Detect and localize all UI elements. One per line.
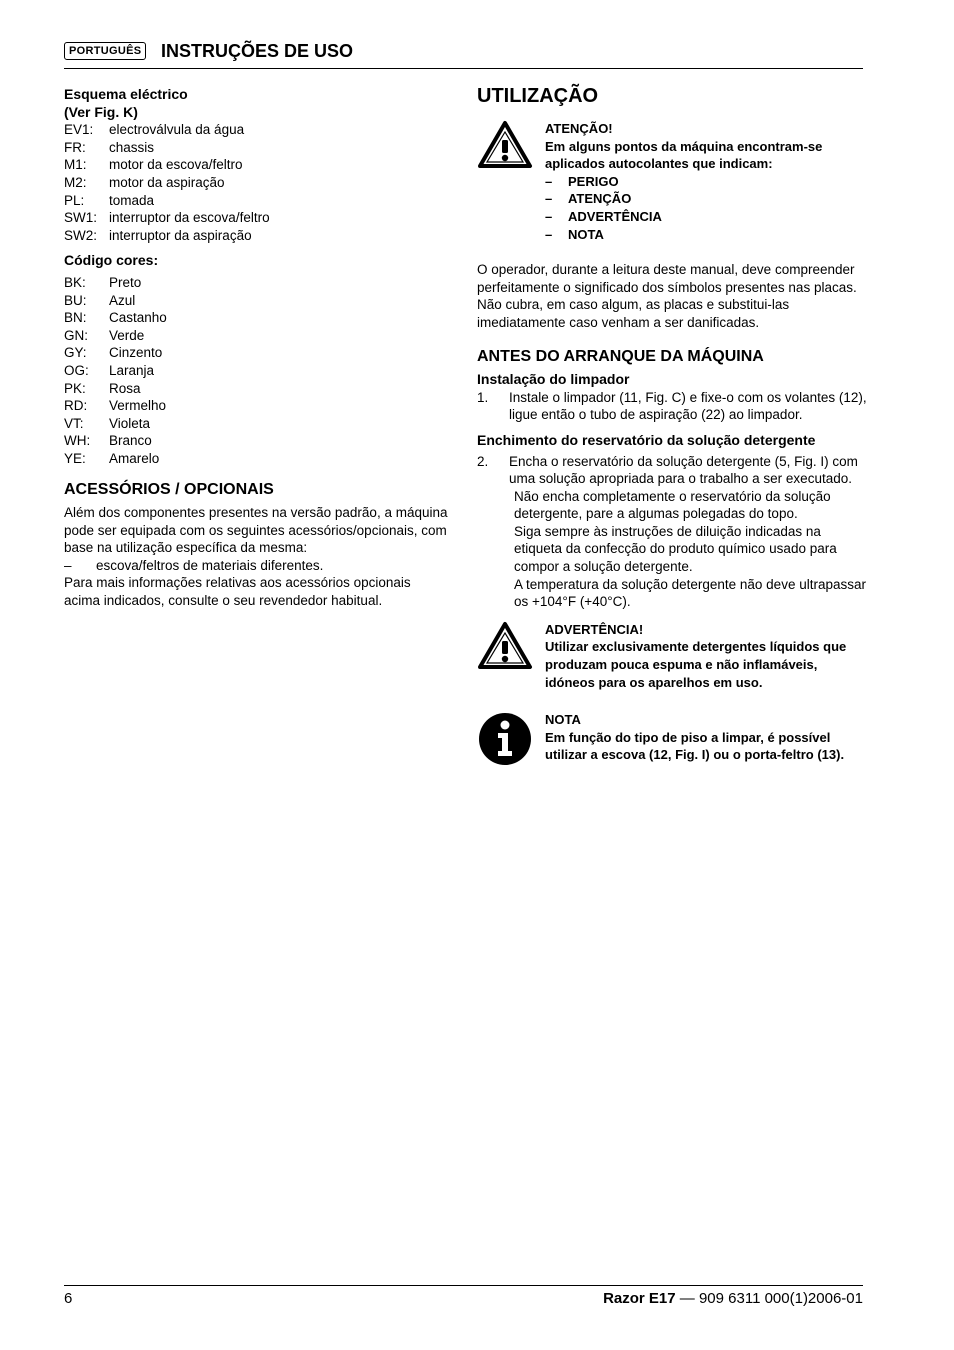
item-label: motor da aspiração (109, 174, 225, 190)
list-item (64, 450, 449, 468)
list-item (64, 362, 449, 380)
item-code: BN: (64, 310, 87, 326)
warning-2-title: ADVERTÊNCIA! (545, 621, 644, 637)
list-item (64, 139, 449, 157)
item-code: FR: (64, 139, 86, 155)
left-column (64, 86, 449, 610)
item-label: interruptor da escova/feltro (109, 210, 270, 226)
warning-1-text: Em alguns pontos da máquina encontram-se aplicados autocolantes que indicam: (545, 138, 823, 172)
item-label: interruptor da aspiração (109, 227, 252, 243)
item-label: Castanho (109, 310, 167, 326)
item-label: electroválvula da água (109, 122, 245, 138)
list-item (64, 174, 449, 192)
item-code: GY: (64, 345, 87, 361)
item-label: Branco (109, 433, 152, 449)
dash: – (545, 226, 553, 242)
list-item (64, 227, 449, 245)
warning-triangle-icon (477, 120, 545, 243)
list-item (64, 380, 449, 398)
list-item (64, 309, 449, 327)
list-item (64, 397, 449, 415)
item-label: Amarelo (109, 450, 160, 466)
item-label: ATENÇÃO (568, 191, 632, 207)
accessories-intro: Além dos componentes presentes na versão padrão, a máquina pode ser equipada com os seguintes acessórios/opcionais, com base na utilização específica da mesma: (64, 505, 448, 556)
item-code: OG: (64, 362, 89, 378)
item-label: Vermelho (109, 398, 167, 414)
fill-note-3: A temperatura da solução detergente não deve ultrapassar os +104°F (+40°C). (514, 576, 866, 610)
warning-2-text: Utilizar exclusivamente detergentes líquidos que produzam pouca espuma e não inflamáveis, idóneos para os aparelhos em uso. (545, 639, 847, 690)
footer-doc-id (603, 1290, 863, 1307)
item-code: WH: (64, 433, 91, 449)
accessories-title: ACESSÓRIOS / OPCIONAIS (64, 481, 274, 499)
fill-text: Encha o reservatório da solução detergente (5, Fig. I) com uma solução apropriada para o trabalho a ser executado. (509, 453, 858, 487)
step-number: 2. (477, 453, 489, 469)
note-notice (477, 711, 867, 772)
note-title: NOTA (545, 712, 581, 728)
accessories-item-text: escova/feltros de materiais diferentes. (96, 557, 324, 573)
item-label: Rosa (109, 380, 141, 396)
item-label: chassis (109, 139, 155, 155)
dash: – (545, 208, 553, 224)
item-code: SW1: (64, 210, 98, 226)
fill-title: Enchimento do reservatório da solução detergente (477, 431, 816, 448)
item-label: Violeta (109, 415, 151, 431)
schema-title: Esquema eléctrico (64, 86, 188, 102)
schema-subtitle: (Ver Fig. K) (64, 103, 138, 120)
language-badge: PORTUGUÊS (64, 42, 146, 60)
warning-1-list (545, 173, 867, 243)
fill-note-1: Não encha completamente o reservatório da solução detergente, pare a algumas polegadas do topo. (514, 488, 831, 522)
warning-triangle-icon (477, 621, 545, 691)
item-code: PK: (64, 380, 86, 396)
list-item (64, 192, 449, 210)
item-label: Azul (109, 292, 136, 308)
item-code: VT: (64, 415, 84, 431)
warning-notice-2 (477, 621, 867, 691)
item-label: Cinzento (109, 345, 163, 361)
footer-divider (64, 1285, 863, 1286)
item-code: M2: (64, 174, 87, 190)
item-label: ADVERTÊNCIA (568, 208, 662, 224)
dash: – (545, 191, 553, 207)
model-name: Razor E17 (603, 1290, 676, 1307)
list-item (545, 190, 867, 208)
page-number: 6 (64, 1290, 73, 1307)
install-title: Instalação do limpador (477, 371, 630, 388)
item-code: BK: (64, 274, 86, 290)
schema-list (64, 121, 449, 244)
note-text: Em função do tipo de piso a limpar, é possível utilizar a escova (12, Fig. I) ou o porta-feltro (13). (545, 729, 845, 763)
item-label: Preto (109, 274, 142, 290)
list-item (64, 121, 449, 139)
list-item (64, 415, 449, 433)
item-code: YE: (64, 450, 86, 466)
accessories-more-info: Para mais informações relativas aos acessórios opcionais acima indicados, consulte o seu revendedor habitual. (64, 575, 411, 609)
item-label: tomada (109, 192, 155, 208)
list-item (64, 432, 449, 450)
warning-1-title: ATENÇÃO! (545, 121, 613, 136)
plates-paragraph: Não cubra, em caso algum, as placas e substitui-las imediatamente caso venham a ser danificadas. (477, 297, 790, 330)
page-title: INSTRUÇÕES DE USO (161, 41, 354, 61)
item-code: EV1: (64, 122, 94, 138)
fill-step (477, 453, 867, 488)
list-item (545, 226, 867, 244)
right-column (477, 84, 867, 784)
list-item (64, 344, 449, 362)
list-item (545, 173, 867, 191)
install-text: Instale o limpador (11, Fig. C) e fixe-o com os volantes (12), ligue então o tubo de aspiração (22) ao limpador. (509, 389, 867, 423)
list-item (64, 292, 449, 310)
colors-list (64, 274, 449, 468)
step-number: 1. (477, 389, 489, 405)
item-code: SW2: (64, 227, 98, 243)
fill-note-2: Siga sempre às instruções de diluição indicadas na etiqueta da confecção do produto químico usado para compor a solução detergente. (514, 523, 837, 575)
before-start-title: ANTES DO ARRANQUE DA MÁQUINA (477, 347, 764, 365)
section-title: UTILIZAÇÃO (477, 85, 599, 107)
warning-notice-1 (477, 120, 867, 243)
dash: – (64, 557, 72, 573)
item-label: Laranja (109, 362, 155, 378)
item-label: PERIGO (568, 173, 619, 189)
colors-title: Código cores: (64, 252, 159, 269)
install-step (477, 389, 867, 424)
doc-code: — 909 6311 000(1)2006-01 (675, 1290, 863, 1307)
accessories-item (64, 557, 449, 575)
info-icon (477, 711, 545, 772)
operator-paragraph: O operador, durante a leitura deste manual, deve compreender perfeitamente o significado dos símbolos presentes nas placas. (477, 262, 857, 295)
list-item (64, 156, 449, 174)
list-item (64, 274, 449, 292)
item-label: Verde (109, 327, 145, 343)
dash: – (545, 173, 553, 189)
item-code: PL: (64, 192, 85, 208)
item-code: BU: (64, 292, 87, 308)
header-divider (64, 68, 863, 69)
list-item (64, 327, 449, 345)
list-item (64, 209, 449, 227)
list-item (545, 208, 867, 226)
item-label: motor da escova/feltro (109, 157, 243, 173)
item-code: GN: (64, 327, 89, 343)
item-label: NOTA (568, 226, 604, 242)
item-code: M1: (64, 157, 87, 173)
item-code: RD: (64, 398, 88, 414)
